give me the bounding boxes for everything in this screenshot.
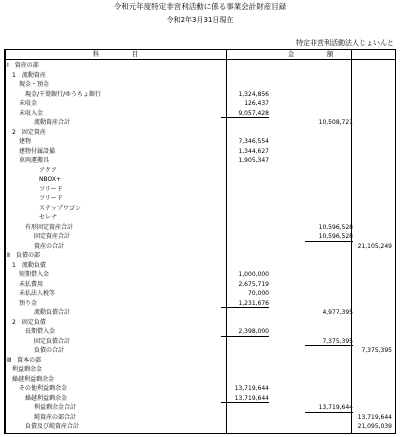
- row-amount: 1,905,347: [238, 157, 269, 164]
- row-label: 短期借入金: [19, 271, 50, 278]
- table-row: [5, 80, 395, 89]
- table-row: [5, 147, 395, 156]
- table-row: [5, 137, 395, 146]
- row-label: 繰越利益剰余金: [25, 394, 68, 402]
- row-amount: 13,719,644: [234, 385, 269, 392]
- row-amount: 2,398,000: [238, 328, 269, 335]
- table-row: [5, 242, 395, 251]
- row-label: 流動資産合計: [34, 119, 71, 126]
- row-amount: 21,105,249: [357, 242, 392, 250]
- row-amount: 10,508,721: [318, 119, 353, 126]
- row-label: Ⅱ 負債の部: [7, 252, 40, 259]
- subtotal-rule: [221, 307, 269, 308]
- row-amount: 13,719,644: [357, 413, 392, 421]
- table-row: [5, 413, 395, 422]
- table-row: [5, 99, 395, 108]
- row-label: 現金・預金: [19, 81, 50, 88]
- row-label: 純資産の部合計: [34, 413, 77, 421]
- row-label: 建物: [19, 138, 32, 145]
- table-row: [5, 394, 395, 403]
- row-label: 流動負債合計: [34, 309, 71, 316]
- table-row: [5, 299, 395, 308]
- row-label: 2 固定資産: [12, 128, 46, 136]
- row-amount: 9,057,428: [238, 109, 269, 117]
- row-label: フリード: [39, 185, 63, 193]
- table-row: [5, 61, 395, 70]
- row-label: 繰越利益剰余金: [12, 375, 55, 383]
- column-header-subject: 科 目: [92, 50, 139, 58]
- row-label: Ⅲ 資本の部: [7, 356, 42, 364]
- row-amount: 21,095,039: [357, 423, 392, 430]
- table-row: [5, 156, 395, 165]
- row-label: 固定資産合計: [34, 233, 71, 240]
- row-label: 未収入金: [19, 109, 44, 117]
- row-amount: 1,231,676: [238, 299, 269, 307]
- subtotal-rule: [305, 412, 353, 413]
- header-underline: [5, 59, 395, 60]
- row-label: 長期借入金: [25, 328, 56, 335]
- table-row: [5, 365, 395, 374]
- inventory-table: [4, 49, 396, 434]
- row-amount: 7,346,554: [238, 138, 269, 145]
- row-label: 有形固定資産合計: [25, 223, 74, 231]
- row-label: 1 流動負債: [12, 261, 46, 269]
- subtotal-rule: [221, 402, 269, 403]
- table-row: [5, 194, 395, 203]
- table-row: [5, 375, 395, 384]
- subtotal-rule: [221, 336, 269, 337]
- table-row: [5, 223, 395, 232]
- row-label: 2 固定負債: [12, 318, 46, 326]
- row-label: 現金/千葉銀行/ゆうちょ銀行: [25, 90, 102, 98]
- row-label: Ⅰ 資産の部: [7, 62, 39, 69]
- row-label: アクア: [39, 166, 57, 174]
- subtotal-rule: [305, 241, 353, 242]
- row-amount: 13,719,644: [318, 404, 353, 411]
- document-title: 令和元年度特定非営利活動に係る事業会計財産目録: [113, 2, 287, 11]
- row-label: 1 流動資産: [12, 71, 46, 79]
- row-amount: 13,719,644: [234, 394, 269, 402]
- table-row: [5, 166, 395, 175]
- row-amount: 70,000: [248, 290, 269, 297]
- table-row: [5, 90, 395, 99]
- row-label: フリード: [39, 195, 63, 202]
- table-row: [5, 251, 395, 260]
- row-label: 利益剰余金: [12, 366, 43, 373]
- row-label: 未払費用: [19, 280, 44, 288]
- row-amount: 7,375,395: [322, 337, 353, 345]
- table-row: [5, 213, 395, 222]
- row-amount: 1,324,856: [238, 90, 269, 98]
- row-label: 資産の合計: [34, 242, 65, 250]
- column-header-amount: 金 額: [287, 50, 334, 58]
- row-label: その他利益剰余金: [19, 385, 68, 392]
- table-row: [5, 204, 395, 213]
- row-amount: 10,596,528: [318, 233, 353, 240]
- table-row: [5, 128, 395, 137]
- table-row: [5, 175, 395, 184]
- row-amount: 1,344,627: [238, 147, 269, 155]
- subtotal-rule: [221, 117, 269, 118]
- row-amount: 10,596,528: [318, 223, 353, 231]
- row-label: セレナ: [39, 214, 58, 221]
- row-amount: 126,437: [244, 100, 269, 107]
- as-of-date: 令和2年3月31日現在: [166, 16, 234, 24]
- table-row: [5, 356, 395, 365]
- row-label: 利益剰余金合計: [34, 404, 77, 411]
- organization-name: 特定非営利活動法人じょいんと: [296, 39, 394, 47]
- row-amount: 1,000,000: [238, 271, 269, 278]
- row-label: 車両運搬具: [19, 157, 50, 164]
- table-row: [5, 270, 395, 279]
- subtotal-rule: [305, 345, 353, 346]
- table-row: [5, 118, 395, 127]
- table-row: [5, 327, 395, 336]
- table-row: [5, 71, 395, 80]
- table-row: [5, 384, 395, 393]
- table-row: [5, 261, 395, 270]
- row-amount: 4,977,395: [322, 309, 353, 316]
- table-row: [5, 109, 395, 118]
- table-row: [5, 289, 395, 298]
- row-label: 固定負債合計: [34, 337, 71, 345]
- table-row: [5, 308, 395, 317]
- row-label: ステップワゴン: [39, 204, 81, 212]
- row-label: 負債の合計: [34, 347, 65, 354]
- table-row: [5, 346, 395, 355]
- row-label: 未収金: [19, 100, 38, 107]
- row-label: NBOX+: [39, 176, 61, 183]
- row-label: 建物付属設備: [19, 147, 56, 155]
- table-row: [5, 280, 395, 289]
- row-amount: 7,375,395: [361, 347, 392, 354]
- row-label: 未払法人税等: [19, 290, 56, 297]
- table-row: [5, 422, 395, 431]
- row-label: 預り金: [19, 299, 38, 307]
- table-row: [5, 318, 395, 327]
- row-label: 負債及び純資産合計: [25, 423, 80, 430]
- row-amount: 2,675,719: [238, 280, 269, 288]
- table-row: [5, 185, 395, 194]
